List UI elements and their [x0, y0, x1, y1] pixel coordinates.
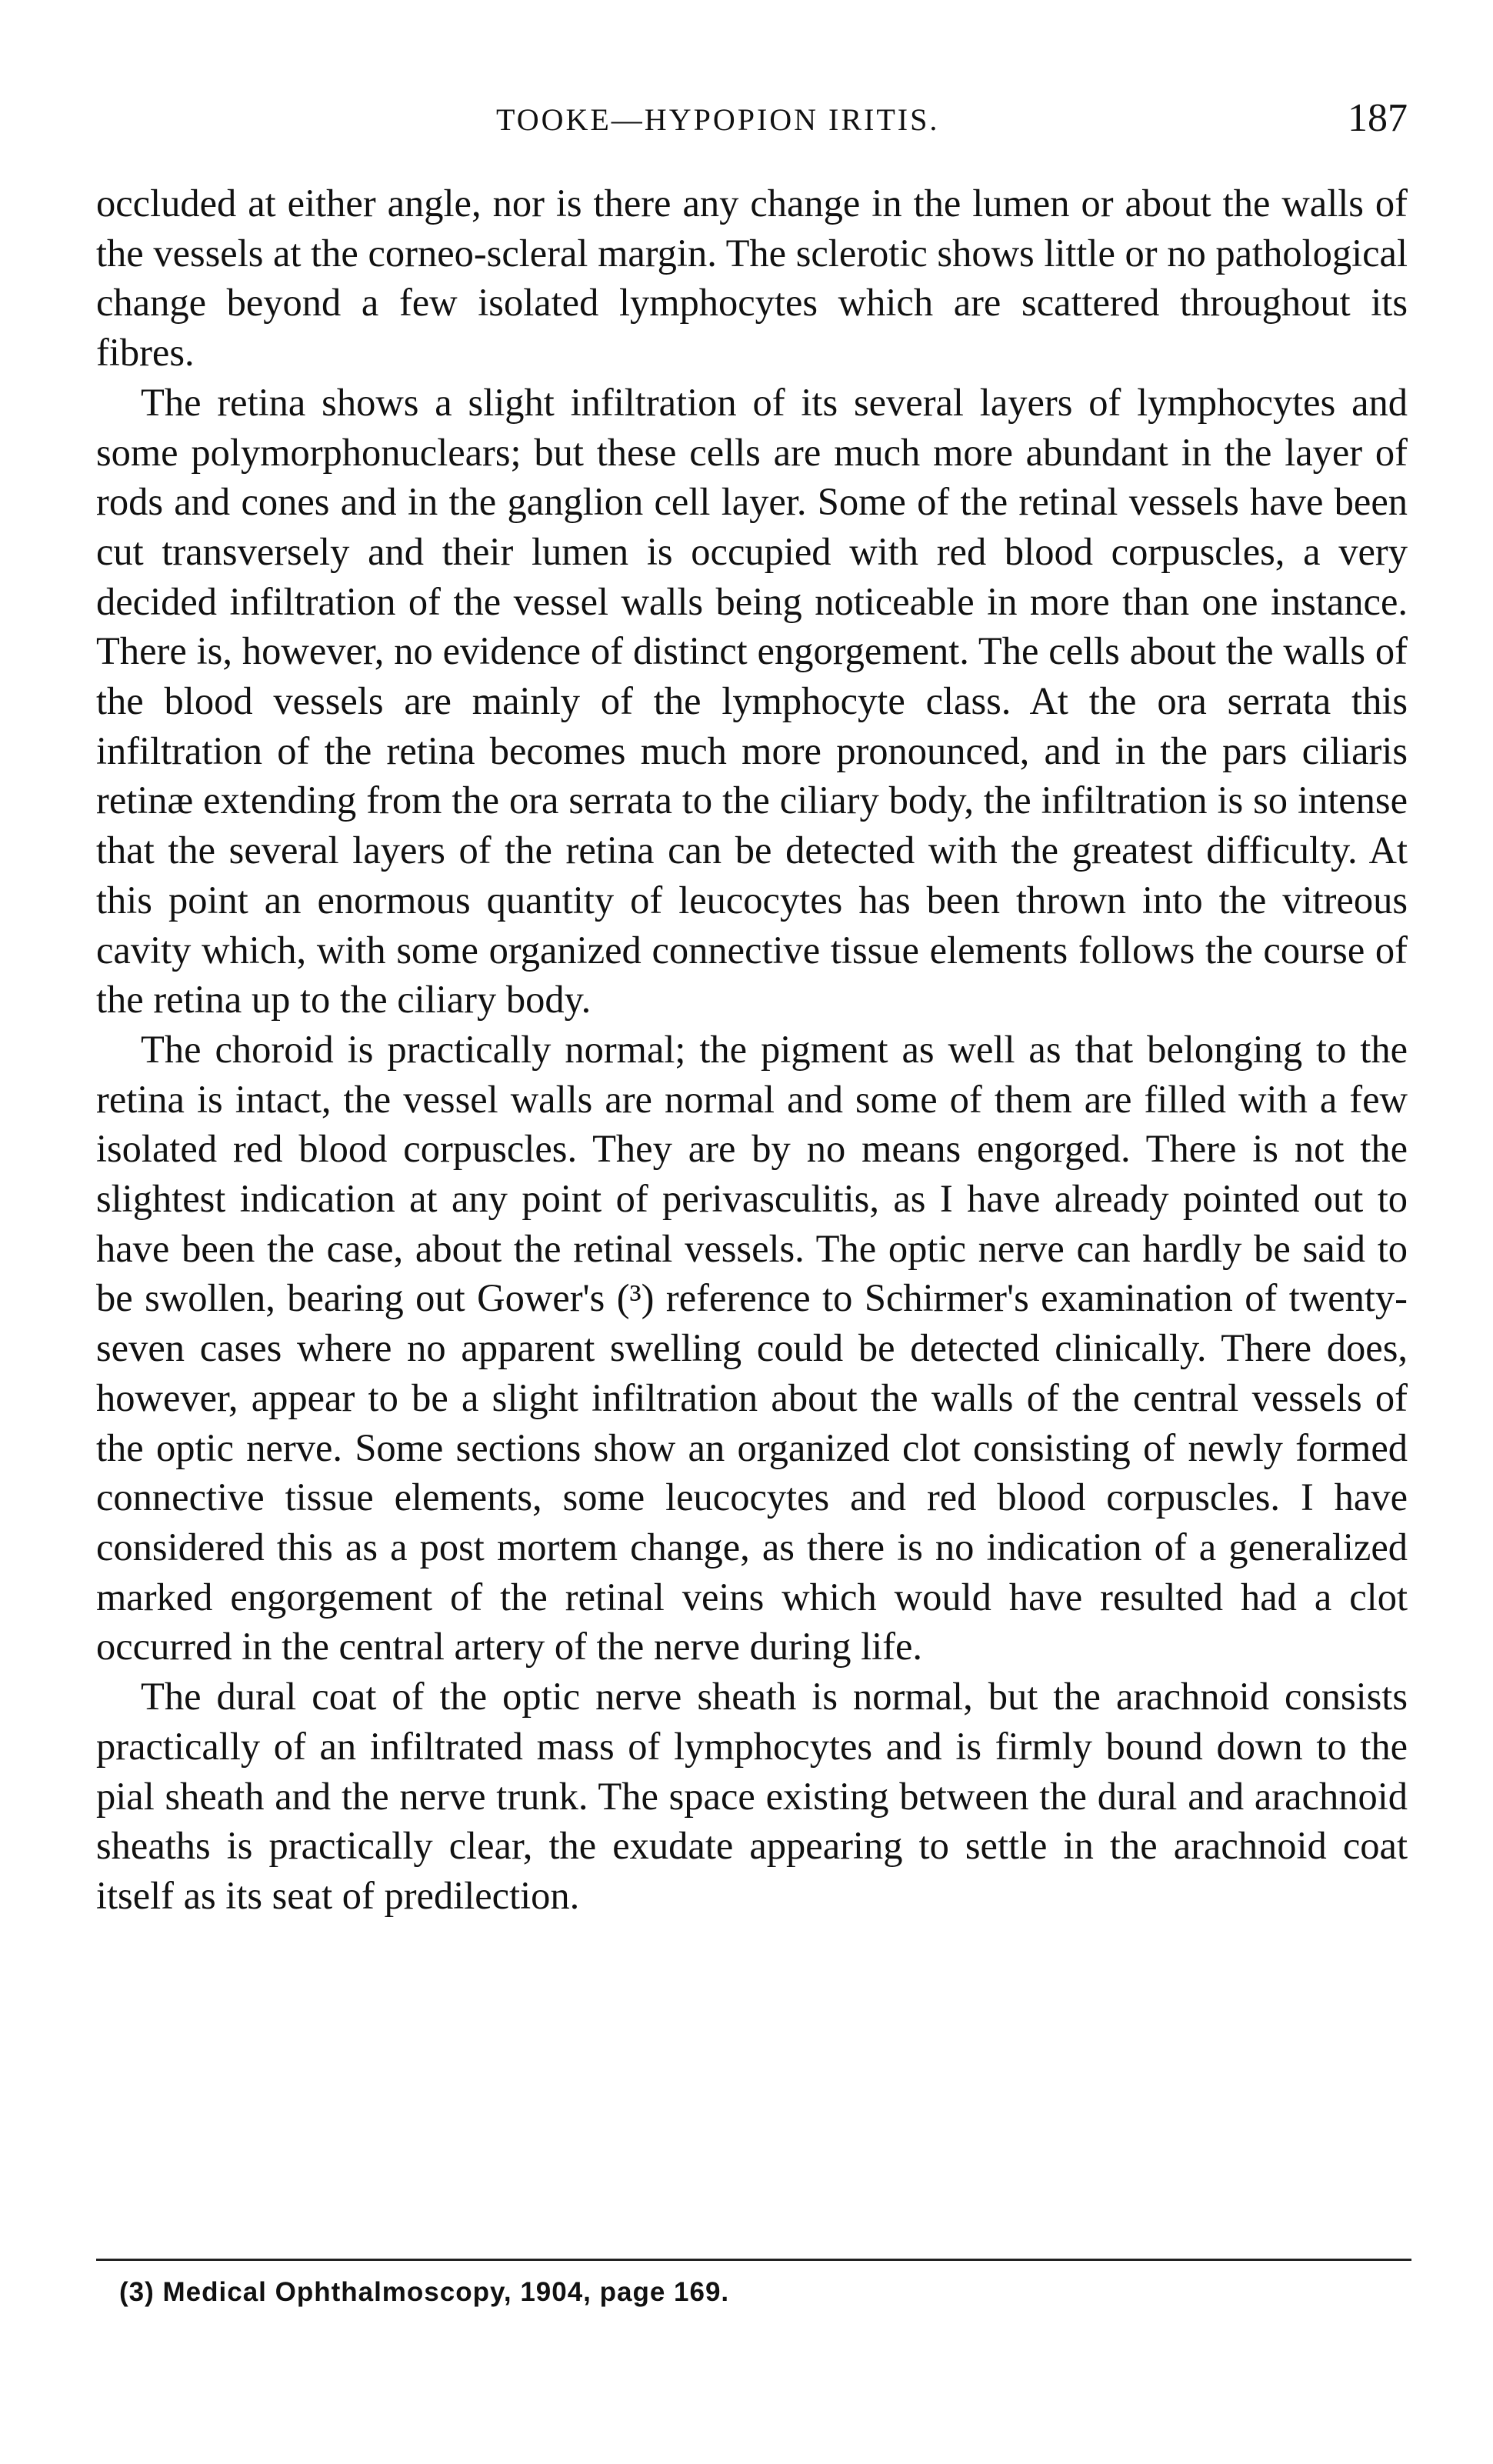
page-number: 187 — [1348, 96, 1408, 140]
page-header — [96, 96, 1408, 154]
footnote: (3) Medical Ophthalmoscopy, 1904, page 169. — [119, 2277, 730, 2307]
paragraph-choroid: The choroid is practically normal; the pigment as well as that belonging to the retina is intact, the vessel walls are normal and some of them are filled with a few isolated red blood corpuscles. They are by no means engorged. There is not the slightest indication at any point of perivasculitis, as I have already pointed out to have been the case, about the retinal vessels. The optic nerve can hardly be said to be swollen, bearing out Gower's (³) reference to Schirmer's examination of twenty-seven cases where no apparent swelling could be detected clinically. There does, however, appear to be a slight infiltration about the walls of the central vessels of the optic nerve. Some sections show an organized clot consisting of newly formed connective tissue elements, some leucocytes and red blood corpuscles. I have considered this as a post mortem change, as there is no indication of a generalized marked engorgement of the retinal veins which would have resulted had a clot occurred in the central artery of the nerve during life. — [96, 1027, 1408, 1669]
body-text — [96, 178, 1408, 1921]
footnote-rule — [96, 2259, 1411, 2261]
paragraph-retina: The retina shows a slight infiltration of its several layers of lymphocytes and some polymorphonuclears; but these cells are much more abundant in the layer of rods and cones and in the ganglion cell layer. Some of the retinal vessels have been cut transversely and their lumen is occupied with red blood corpuscles, a very decided infiltration of the vessel walls being noticeable in more than one instance. There is, however, no evidence of distinct engorgement. The cells about the walls of the blood vessels are mainly of the lymphocyte class. At the ora serrata this infiltration of the retina becomes much more pronounced, and in the pars ciliaris retinæ extending from the ora serrata to the ciliary body, the infiltration is so intense that the several layers of the retina can be detected with the greatest difficulty. At this point an enormous quantity of leucocytes has been thrown into the vitreous cavity which, with some organized connective tissue elements follows the course of the retina up to the ciliary body. — [96, 380, 1408, 1022]
paragraph-sclerotic: occluded at either angle, nor is there any change in the lumen or about the walls of the vessels at the corneo-scleral margin. The sclerotic shows little or no pathological change beyond a few isolated lymphocytes which are scattered throughout its fibres. — [96, 182, 1408, 375]
running-title: TOOKE—HYPOPION IRITIS. — [496, 102, 940, 137]
paragraph-dural-coat: The dural coat of the optic nerve sheath is normal, but the arachnoid consists practically of an infiltrated mass of lymphocytes and is firmly bound down to the pial sheath and the nerve trunk. The space existing between the dural and arachnoid sheaths is practically clear, the exudate appearing to settle in the arachnoid coat itself as its seat of predilection. — [96, 1675, 1408, 1917]
